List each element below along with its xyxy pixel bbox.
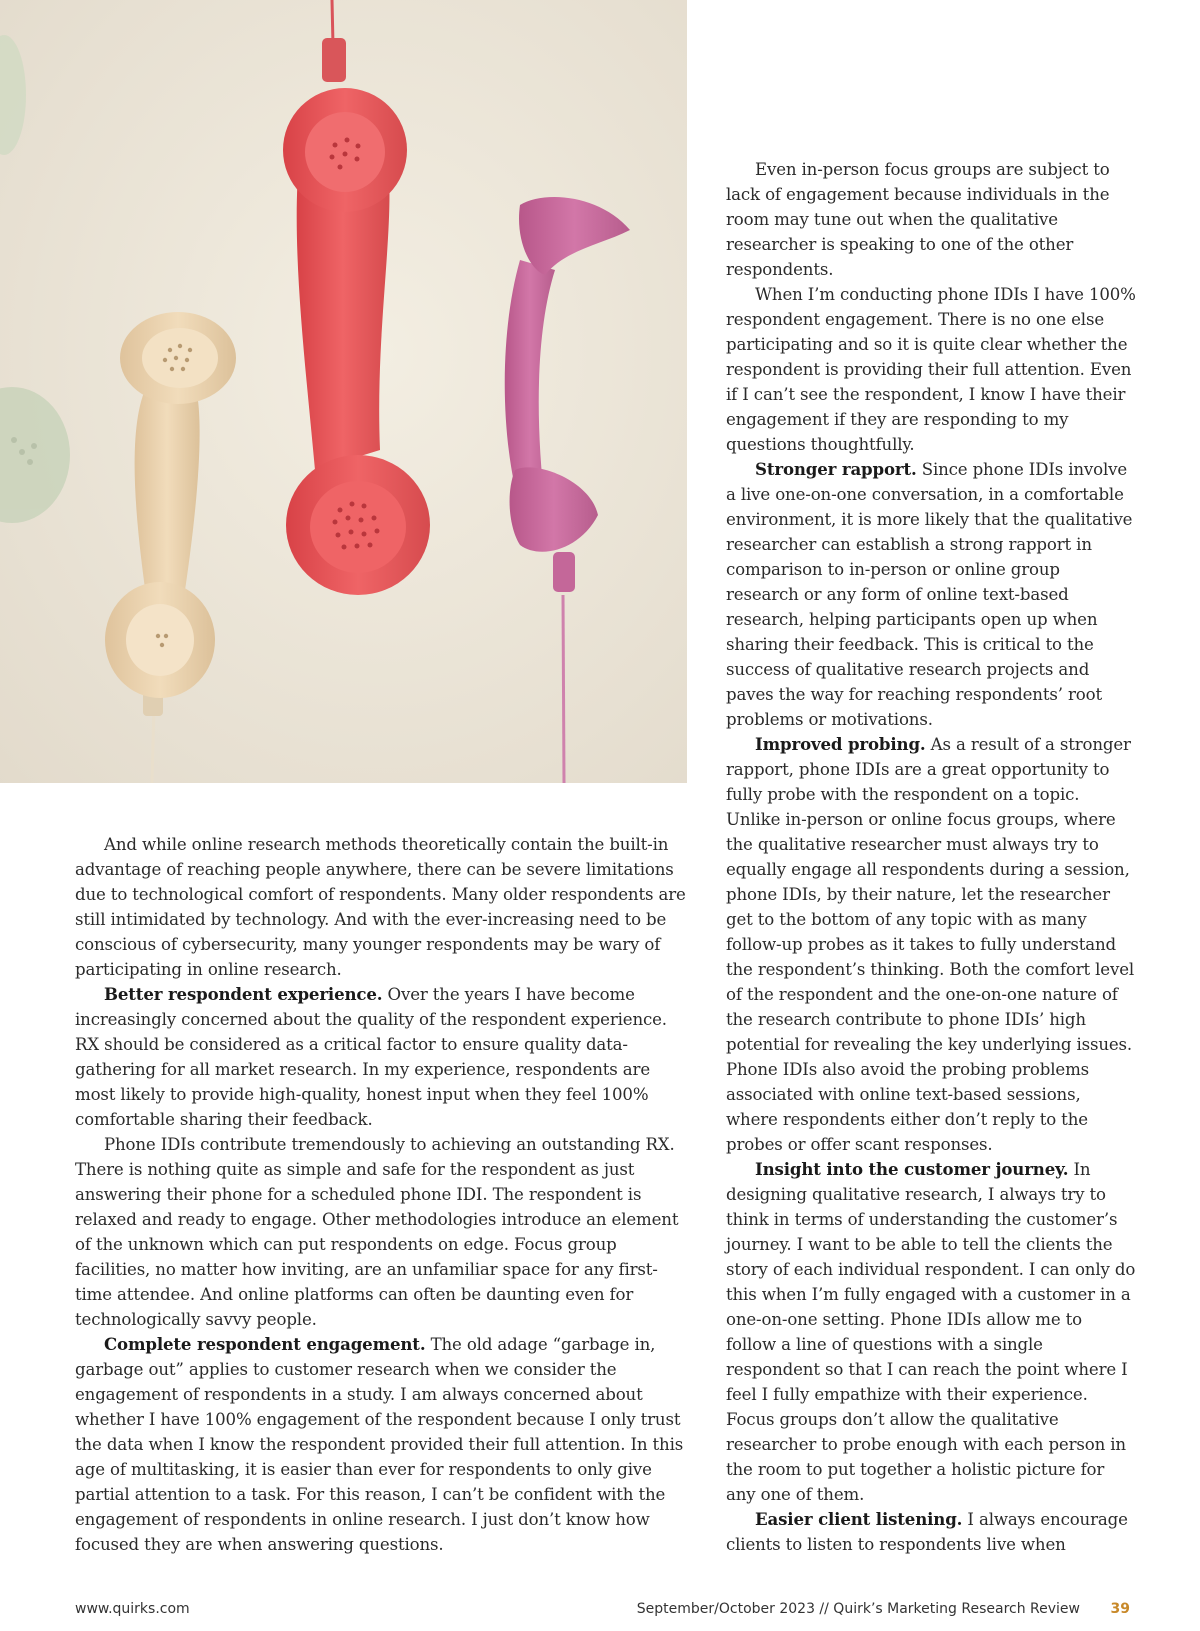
paragraph: Even in-person focus groups are subject to lack of engagement because individuals in the room may tune out when the qualitative researcher is speaking to one of the other respondents. bbox=[726, 160, 1110, 279]
section-lead: Insight into the customer journey. bbox=[755, 1159, 1069, 1179]
paragraph: Stronger rapport. Since phone IDIs involve a live one-on-one conversation, in a comfortable environment, it is more likely that the qualitative researcher can establish a strong rapport in comparison to in-person or online group research or any form of online text-based research, helping participants open up when sharing their feedback. This is critical to the success of qualitative research projects and paves the way for reaching respondents’ root problems or motivations. bbox=[726, 459, 1133, 729]
footer-issue-info: September/October 2023 // Quirk’s Marketing Research Review bbox=[636, 1601, 1080, 1617]
footer-website-link[interactable]: www.quirks.com bbox=[75, 1601, 190, 1617]
telephone-handsets-photo bbox=[0, 0, 687, 783]
paragraph: Phone IDIs contribute tremendously to achieving an outstanding RX. There is nothing quite as simple and safe for the respondent as just answering their phone for a scheduled phone IDI. The respondent is relaxed and ready to engage. Other methodologies introduce an element of the unknown which can put respondents on edge. Focus group facilities, no matter how inviting, are an unfamiliar space for any first-time attendee. And online platforms can often be daunting even for technologically savvy people. bbox=[75, 1135, 679, 1329]
right-text-column bbox=[726, 157, 1136, 1557]
paragraph: Improved probing. As a result of a stronger rapport, phone IDIs are a great opportunity to fully probe with the respondent on a topic. Unlike in-person or online focus groups, where the qualitative researcher must always try to equally engage all respondents during a session, phone IDIs, by their nature, let the researcher get to the bottom of any topic with as many follow-up probes as it takes to fully understand the respondent’s thinking. Both the comfort level of the respondent and the one-on-one nature of the research contribute to phone IDIs’ high potential for revealing the key underlying issues. Phone IDIs also avoid the probing problems associated with online text-based sessions, where respondents either don’t reply to the probes or offer scant responses. bbox=[726, 734, 1135, 1154]
paragraph: Insight into the customer journey. In designing qualitative research, I always try to think in terms of understanding the customer’s journey. I want to be able to tell the clients the story of each individual respondent. I can only do this when I’m fully engaged with a customer in a one-on-one setting. Phone IDIs allow me to follow a line of questions with a single respondent so that I can reach the point where I feel I fully empathize with their experience. Focus groups don’t allow the qualitative researcher to probe enough with each person in the room to put together a holistic picture for any one of them. bbox=[726, 1159, 1136, 1504]
section-lead: Stronger rapport. bbox=[755, 459, 917, 479]
section-lead: Improved probing. bbox=[755, 734, 926, 754]
section-lead: Easier client listening. bbox=[755, 1509, 963, 1529]
paragraph: Better respondent experience. Over the years I have become increasingly concerned about the quality of the respondent experience. RX should be considered as a critical factor to ensure quality data-gathering for all market research. In my experience, respondents are most likely to provide high-quality, honest input when they feel 100% comfortable sharing their feedback. bbox=[75, 984, 667, 1129]
paragraph: And while online research methods theoretically contain the built-in advantage of reaching people anywhere, there can be severe limitations due to technological comfort of respondents. Many older respondents are still intimidated by technology. And with the ever-increasing need to be conscious of cybersecurity, many younger respondents may be wary of participating in online research. bbox=[75, 835, 686, 979]
paragraph: Complete respondent engagement. The old adage “garbage in, garbage out” applies to customer research when we consider the engagement of respondents in a study. I am always concerned about whether I have 100% engagement of the respondent because I only trust the data when I know the respondent provided their full attention. In this age of multitasking, it is easier than ever for respondents to only give partial attention to a task. For this reason, I can’t be confident with the engagement of respondents in online research. I just don’t know how focused they are when answering questions. bbox=[75, 1334, 684, 1554]
section-lead: Complete respondent engagement. bbox=[104, 1334, 426, 1354]
page-number: 39 bbox=[1110, 1601, 1130, 1617]
page-footer bbox=[75, 1601, 1130, 1621]
paragraph: When I’m conducting phone IDIs I have 100% respondent engagement. There is no one else participating and so it is quite clear whether the respondent is providing their full attention. Even if I can’t see the respondent, I know I have their engagement if they are responding to my questions thoughtfully. bbox=[726, 285, 1136, 454]
paragraph: Easier client listening. I always encourage clients to listen to respondents live when bbox=[726, 1509, 1128, 1554]
section-lead: Better respondent experience. bbox=[104, 984, 383, 1004]
left-text-column bbox=[75, 832, 689, 1557]
